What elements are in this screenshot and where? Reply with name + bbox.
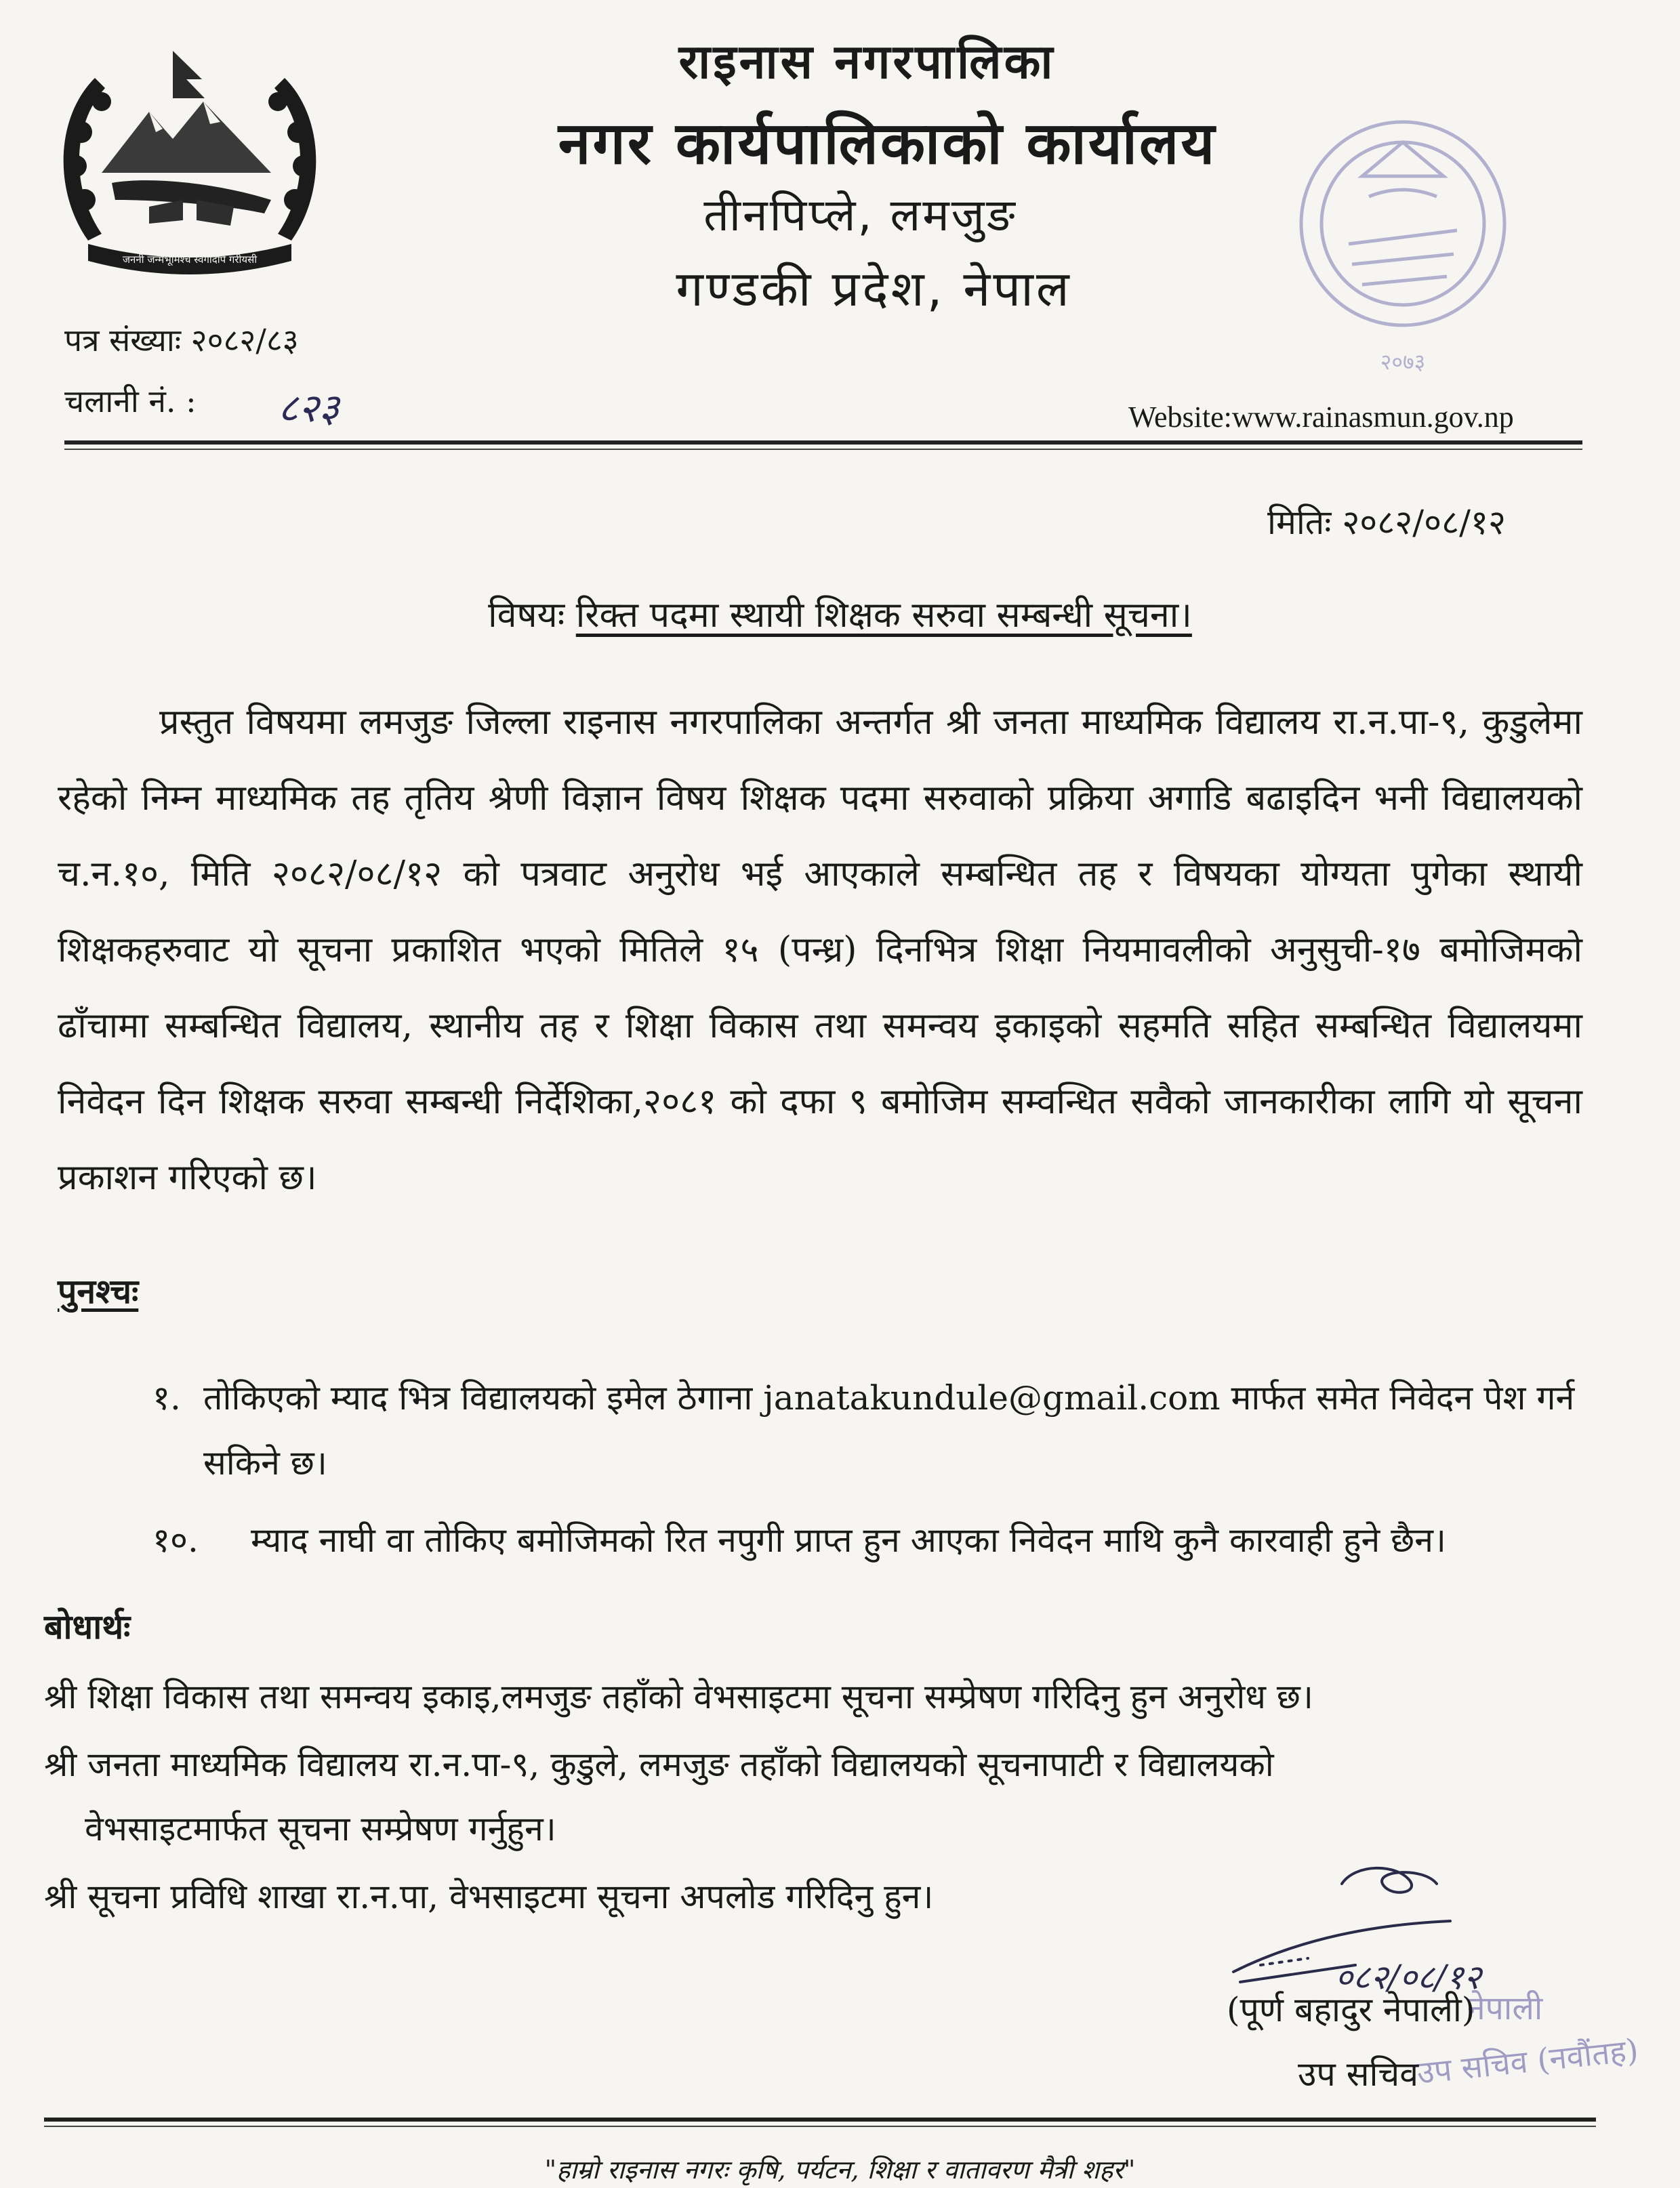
dispatch-number-label: चलानी नं. : (64, 383, 197, 419)
footer-divider (44, 2118, 1596, 2122)
notice-body: प्रस्तुत विषयमा लमजुङ जिल्ला राइनास नगरपालिका अन्तर्गत श्री जनता माध्यमिक विद्यालय रा.न.पा-९, कुडुलेमा रहेको निम्न माध्यमिक तह तृतिय श्रेणी विज्ञान विषय शिक्षक पदमा सरुवाको प्रक्रिया अगाडि बढाइदिन भनी विद्यालयको च.न.१०, मिति २०८२/०८/१२ को पत्रवाट अनुरोध भई आएकाले सम्बन्धित तह र विषयका योग्यता पुगेका स्थायी शिक्षकहरुवाट यो सूचना प्रकाशित भएको मितिले १५ (पन्ध्र) दिनभित्र शिक्षा नियमावलीको अनुसुची-१७ बमोजिमको ढाँचामा सम्बन्धित विद्यालय, स्थानीय तह र शिक्षा विकास तथा समन्वय इकाइको सहमति सहित सम्बन्धित विद्यालयमा निवेदन दिन शिक्षक सरुवा सम्बन्धी निर्देशिका,२०८१ को दफा ९ बमोजिम सम्वन्धित सवैको जानकारीका लागि यो सूचना प्रकाशन गरिएको छ। (58, 702, 1582, 1198)
signatory-title: उप सचिव (1298, 2055, 1418, 2094)
cc-item-continuation: वेभसाइटमार्फत सूचना सम्प्रेषण गर्नुहुन। (85, 1809, 556, 1849)
postscript-item-number: १. (152, 1378, 181, 1418)
letter-date: मितिः २०८२/०८/१२ (1267, 503, 1507, 542)
subject-label: विषयः (488, 595, 565, 636)
postscript-item-number: १०. (152, 1521, 199, 1560)
cc-item: श्री जनता माध्यमिक विद्यालय रा.न.पा-९, कुडुले, लमजुङ तहाँको विद्यालयको सूचनापाटी र विद्यालयको (44, 1745, 1274, 1784)
header-divider-thin (64, 449, 1582, 450)
postscript-item: म्याद नाघी वा तोकिए बमोजिमको रित नपुगी प्राप्त हुन आएका निवेदन माथि कुनै कारवाही हुने छैन। (251, 1521, 1446, 1560)
dispatch-number-handwritten: ८२३ (278, 385, 340, 431)
office-seal-stamp-icon (1288, 102, 1518, 386)
subject-text: रिक्त पदमा स्थायी शिक्षक सरुवा सम्बन्धी सूचना। (575, 595, 1192, 636)
cc-item: श्री सूचना प्रविधि शाखा रा.न.पा, वेभसाइटमा सूचना अपलोड गरिदिनु हुन। (44, 1877, 934, 1916)
subject-line (0, 590, 1680, 638)
emblem-motto: जननी जन्मभूमिश्च स्वर्गादपि गरीयसी (122, 253, 258, 266)
handwritten-signature-icon (1152, 1857, 1532, 2006)
signatory-stamp-title: उप सचिव (नवौंतह) (1415, 2031, 1640, 2091)
postscript-item: तोकिएको म्याद भित्र विद्यालयको इमेल ठेगाना janatakundule@gmail.com मार्फत समेत निवेदन पेश गर्न सकिने छ। (203, 1378, 1575, 1483)
signatory-name: (पूर्ण बहादुर नेपाली) (1227, 1990, 1475, 2029)
letter-number: पत्र संख्याः २०८२/८३ (64, 322, 299, 358)
header-divider (64, 440, 1582, 445)
province-country: गण्डकी प्रदेश, नेपाल (676, 260, 1072, 317)
office-location: तीनपिप्ले, लमजुङ (703, 189, 1017, 241)
postscript-heading: पुनश्चः (58, 1271, 139, 1311)
signatory-stamp-name: नेपाली (1467, 1989, 1543, 2027)
municipality-name: राइनास नगरपालिका (678, 34, 1056, 89)
signature-date: ०८२/०८/१२ (1335, 1958, 1481, 1997)
cc-item: श्री शिक्षा विकास तथा समन्वय इकाइ,लमजुङ तहाँको वेभसाइटमा सूचना सम्प्रेषण गरिदिनु हुन अनुरोध छ। (44, 1677, 1313, 1716)
website-link[interactable]: Website:www.rainasmun.gov.np (1128, 400, 1514, 434)
footer-slogan: "हाम्रो राइनास नगरः कृषि, पर्यटन, शिक्षा र वातावरण मैत्री शहर" (544, 2155, 1136, 2185)
office-name: नगर कार्यपालिकाको कार्यालय (558, 110, 1217, 178)
footer-divider-thin (44, 2126, 1596, 2127)
cc-heading: बोधार्थः (44, 1607, 131, 1647)
svg-text:२०७३: २०७३ (1380, 349, 1426, 375)
